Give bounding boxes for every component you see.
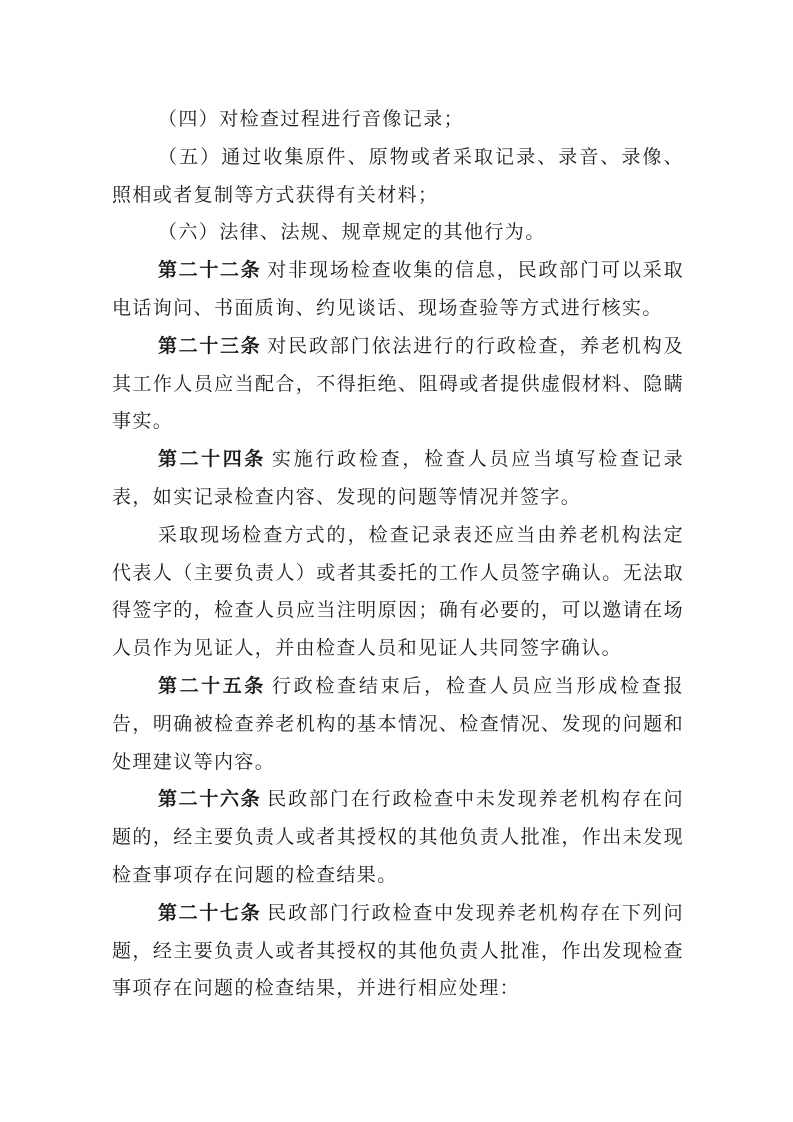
paragraph-text: （五）通过收集原件、原物或者采取记录、录音、录像、照相或者复制等方式获得有关材料； [112, 145, 684, 206]
article-text: 对非现场检查收集的信息，民政部门可以采取电话询问、书面质询、约见谈话、现场查验等方式进行核实。 [112, 259, 684, 319]
paragraph-5 [112, 139, 684, 215]
paragraph-6 [112, 214, 684, 252]
article-number: 第二十三条 [158, 334, 262, 357]
article-text: 民政部门行政检查中发现养老机构存在下列问题，经主要负责人或者其授权的其他负责人批准，作出发现检查事项存在问题的检查结果，并进行相应处理： [112, 901, 684, 1000]
document-page [112, 101, 684, 1008]
paragraph-text: （四）对检查过程进行音像记录； [158, 108, 465, 130]
article-number: 第二十四条 [158, 448, 266, 471]
article-text: 民政部门在行政检查中未发现养老机构存在问题的，经主要负责人或者其授权的其他负责人批准，作出未发现检查事项存在问题的检查结果。 [112, 788, 684, 886]
article-26 [112, 781, 684, 894]
article-25 [112, 668, 684, 781]
article-22 [112, 252, 684, 328]
article-text: 实施行政检查，检查人员应当填写检查记录表，如实记录检查内容、发现的问题等情况并签字。 [112, 448, 684, 508]
article-number: 第二十七条 [158, 901, 262, 924]
article-number: 第二十五条 [158, 674, 266, 697]
paragraph-4 [112, 101, 684, 139]
article-number: 第二十二条 [158, 259, 262, 282]
article-24 [112, 441, 684, 517]
paragraph-text: （六）法律、法规、规章规定的其他行为。 [158, 221, 546, 244]
article-text: 对民政部门依法进行的行政检查，养老机构及其工作人员应当配合，不得拒绝、阻碍或者提供虚假材料、隐瞒事实。 [112, 334, 684, 433]
paragraph-text: 采取现场检查方式的，检查记录表还应当由养老机构法定代表人（主要负责人）或者其委托的工作人员签字确认。无法取得签字的，检查人员应当注明原因；确有必要的，可以邀请在场人员作为见证人，并由检查人员和见证人共同签字确认。 [112, 523, 684, 660]
article-23 [112, 328, 684, 441]
article-text: 行政检查结束后，检查人员应当形成检查报告，明确被检查养老机构的基本情况、检查情况、发现的问题和处理建议等内容。 [112, 674, 684, 773]
article-27 [112, 895, 684, 1008]
article-number: 第二十六条 [158, 788, 262, 811]
article-24-paragraph-2 [112, 517, 684, 668]
